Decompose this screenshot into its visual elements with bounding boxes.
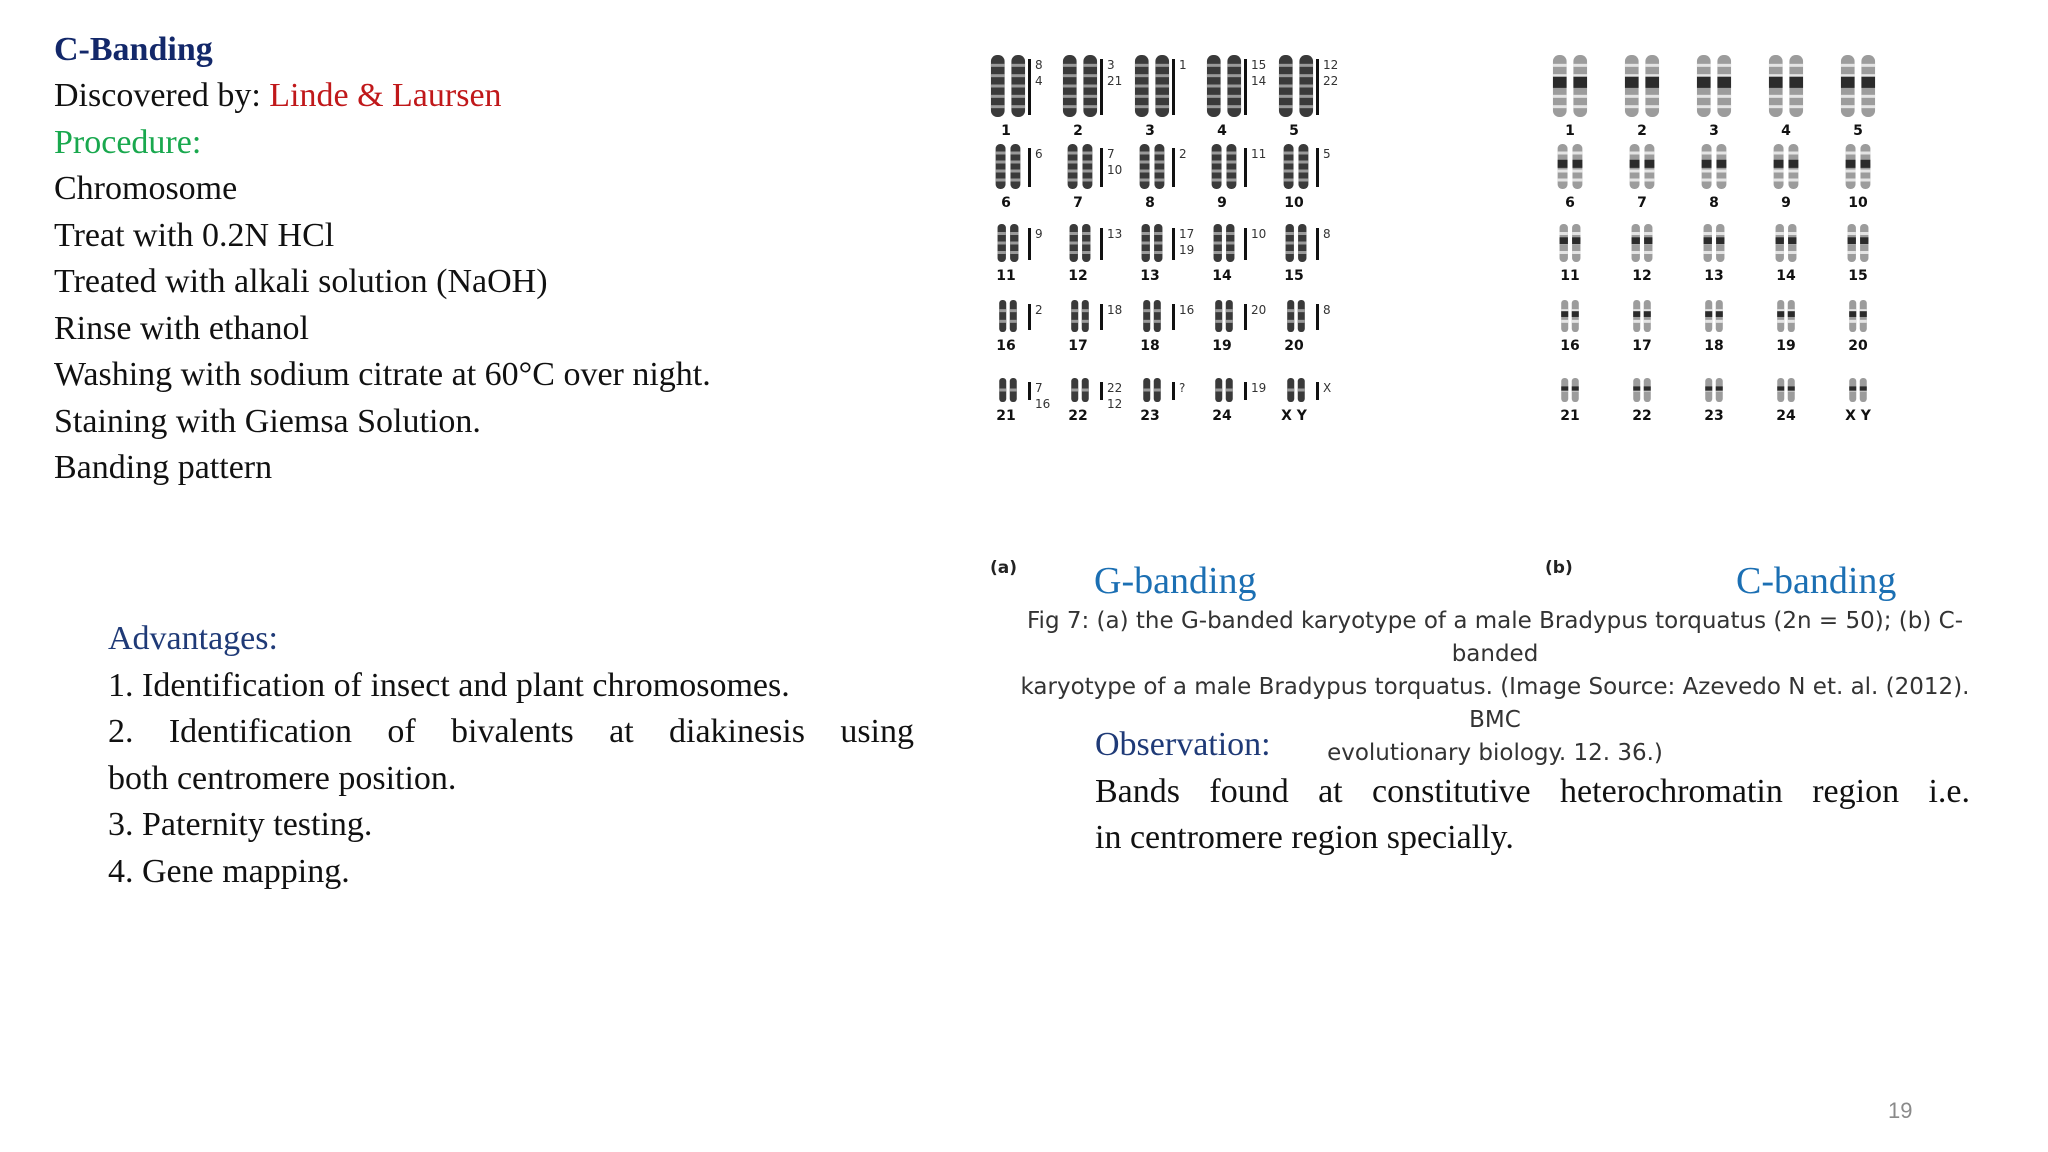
homology-bar xyxy=(1100,228,1103,260)
homology-bar xyxy=(1244,228,1247,260)
chromosome-number: 10 xyxy=(1848,195,1868,211)
chromosome-number: 24 xyxy=(1212,408,1232,424)
procedure-step: Staining with Giemsa Solution. xyxy=(54,402,481,440)
discovered-by-line xyxy=(54,73,711,120)
chromosome-pair xyxy=(1777,378,1795,402)
c-banding-label: C-banding xyxy=(1736,560,1897,602)
observation-heading: Observation: xyxy=(1095,726,1271,763)
chromosome-pair xyxy=(1215,300,1233,332)
chromosome-pair xyxy=(1279,55,1313,117)
chromosome-number: 16 xyxy=(1560,338,1580,354)
g-band-annotation: 19 xyxy=(1179,243,1195,257)
chromosome-pair xyxy=(1848,224,1869,262)
chromosome-number: 23 xyxy=(1704,408,1724,424)
chromosome-number: 15 xyxy=(1848,268,1868,284)
chromosome-pair xyxy=(1704,224,1725,262)
page-number: 19 xyxy=(1888,1098,1913,1123)
advantage-item: 4. Gene mapping. xyxy=(108,852,350,890)
chromosome-number: 24 xyxy=(1776,408,1796,424)
g-band-annotation: 7 xyxy=(1035,381,1043,395)
advantage-item-continuation: both centromere position. xyxy=(108,759,457,797)
chromosome-number: 18 xyxy=(1140,338,1160,354)
homology-bar xyxy=(1172,228,1175,260)
chromosome-number: 20 xyxy=(1284,338,1304,354)
homology-bar xyxy=(1244,59,1247,115)
chromosome-number: 14 xyxy=(1776,268,1796,284)
chromosome-number: 7 xyxy=(1073,195,1083,211)
chromosome-pair xyxy=(1071,378,1089,402)
g-band-annotation: 15 xyxy=(1251,58,1267,72)
chromosome-number: 9 xyxy=(1781,195,1791,211)
homology-bar xyxy=(1100,59,1103,115)
chromosome-pair xyxy=(1140,144,1165,189)
chromosome-number: 22 xyxy=(1632,408,1652,424)
chromosome-number: 8 xyxy=(1145,195,1155,211)
advantage-item: 1. Identification of insect and plant chromosomes. xyxy=(108,666,790,704)
advantage-item: 3. Paternity testing. xyxy=(108,806,373,843)
chromosome-number: 3 xyxy=(1145,123,1155,139)
chromosome-number: 5 xyxy=(1853,123,1863,139)
chromosome-number: X Y xyxy=(1281,408,1307,424)
g-band-annotation: 20 xyxy=(1251,303,1267,317)
g-band-annotation: 7 xyxy=(1107,147,1115,161)
chromosome-number: 13 xyxy=(1704,268,1724,284)
chromosome-number: 15 xyxy=(1284,268,1304,284)
chromosome-number: 12 xyxy=(1068,268,1088,284)
chromosome-number: 2 xyxy=(1637,123,1647,139)
chromosome-pair xyxy=(1846,144,1871,189)
chromosome-pair xyxy=(1207,55,1241,117)
chromosome-pair xyxy=(1215,378,1233,402)
g-band-annotation: 8 xyxy=(1323,303,1331,317)
procedure-step: Washing with sodium citrate at 60°C over night. xyxy=(54,356,711,393)
chromosome-pair xyxy=(1777,300,1795,332)
chromosome-number: 3 xyxy=(1709,123,1719,139)
panel-a-label: (a) xyxy=(990,558,1018,578)
observation-text: Bands found at constitutive heterochromatin region i.e. xyxy=(1095,772,1970,810)
observation-block xyxy=(1095,722,1970,862)
chromosome-pair xyxy=(1143,378,1161,402)
g-band-annotation: 5 xyxy=(1323,147,1331,161)
procedure-step: Treated with alkali solution (NaOH) xyxy=(54,263,548,300)
g-band-annotation: 8 xyxy=(1323,227,1331,241)
c-banded-karyotype-panel xyxy=(1553,55,1875,424)
chromosome-pair xyxy=(1143,300,1161,332)
chromosome-pair xyxy=(1558,144,1583,189)
chromosome-pair xyxy=(1769,55,1803,117)
advantage-item: 2. Identification of bivalents at diakinesis using xyxy=(108,713,914,750)
procedure-step: Chromosome xyxy=(54,170,238,207)
chromosome-number: 17 xyxy=(1632,338,1652,354)
chromosome-pair xyxy=(1212,144,1237,189)
homology-bar xyxy=(1028,304,1031,330)
homology-bar xyxy=(1100,148,1103,187)
chromosome-number: 11 xyxy=(996,268,1016,284)
advantages-block xyxy=(108,616,914,895)
chromosome-number: 22 xyxy=(1068,408,1088,424)
chromosome-number: 8 xyxy=(1709,195,1719,211)
chromosome-pair xyxy=(1841,55,1875,117)
g-banded-karyotype-panel xyxy=(991,55,1338,424)
chromosome-number: 17 xyxy=(1068,338,1088,354)
g-band-annotation: 10 xyxy=(1107,163,1123,177)
chromosome-number: 21 xyxy=(1560,408,1580,424)
g-band-annotation: 3 xyxy=(1107,58,1115,72)
g-band-annotation: 10 xyxy=(1251,227,1267,241)
chromosome-number: 13 xyxy=(1140,268,1160,284)
chromosome-pair xyxy=(1553,55,1587,117)
caption-line: karyotype of a male Bradypus torquatus. (Image Source: Azevedo N et. al. (2012). BMC xyxy=(1020,674,1970,733)
g-band-annotation: 18 xyxy=(1107,303,1123,317)
chromosome-number: 23 xyxy=(1140,408,1160,424)
chromosome-pair xyxy=(1849,300,1867,332)
chromosome-number: 4 xyxy=(1781,123,1791,139)
chromosome-pair xyxy=(1071,300,1089,332)
chromosome-pair xyxy=(1068,144,1093,189)
g-band-annotation: 12 xyxy=(1323,58,1339,72)
discovered-by-label: Discovered by: xyxy=(54,77,270,114)
g-band-annotation: 2 xyxy=(1179,147,1187,161)
chromosome-pair xyxy=(1776,224,1797,262)
homology-bar xyxy=(1316,304,1319,330)
chromosome-pair xyxy=(991,55,1025,117)
chromosome-pair xyxy=(1561,378,1579,402)
g-band-annotation: 8 xyxy=(1035,58,1043,72)
homology-bar xyxy=(1100,382,1103,400)
g-band-annotation: 13 xyxy=(1107,227,1123,241)
chromosome-pair xyxy=(1287,300,1305,332)
homology-bar xyxy=(1244,382,1247,400)
chromosome-number: 11 xyxy=(1560,268,1580,284)
slide-title: C-Banding xyxy=(54,31,213,68)
chromosome-number: 19 xyxy=(1212,338,1232,354)
karyotype-figure xyxy=(980,55,2010,585)
chromosome-number: X Y xyxy=(1845,408,1871,424)
homology-bar xyxy=(1172,382,1175,400)
chromosome-number: 7 xyxy=(1637,195,1647,211)
chromosome-number: 2 xyxy=(1073,123,1083,139)
homology-bar xyxy=(1244,304,1247,330)
homology-bar xyxy=(1028,148,1031,187)
chromosome-number: 9 xyxy=(1217,195,1227,211)
procedure-step: Banding pattern xyxy=(54,449,273,486)
chromosome-pair xyxy=(996,144,1021,189)
g-band-annotation: 9 xyxy=(1035,227,1043,241)
g-band-annotation: 12 xyxy=(1107,397,1123,411)
procedure-step: Rinse with ethanol xyxy=(54,309,309,347)
chromosome-pair xyxy=(1625,55,1659,117)
homology-bar xyxy=(1028,59,1031,115)
chromosome-pair xyxy=(1560,224,1581,262)
chromosome-pair xyxy=(1142,224,1163,262)
chromosome-pair xyxy=(1705,378,1723,402)
procedure-heading: Procedure: xyxy=(54,123,202,161)
g-band-annotation: 16 xyxy=(1035,397,1051,411)
g-band-annotation: 6 xyxy=(1035,147,1043,161)
homology-bar xyxy=(1316,382,1319,400)
chromosome-number: 6 xyxy=(1001,195,1011,211)
chromosome-number: 12 xyxy=(1632,268,1652,284)
chromosome-number: 18 xyxy=(1704,338,1724,354)
chromosome-number: 1 xyxy=(1565,123,1575,139)
chromosome-pair xyxy=(1070,224,1091,262)
chromosome-number: 16 xyxy=(996,338,1016,354)
chromosome-pair xyxy=(1705,300,1723,332)
chromosome-pair xyxy=(998,224,1019,262)
chromosome-pair xyxy=(999,378,1017,402)
homology-bar xyxy=(1244,148,1247,187)
homology-bar xyxy=(1028,382,1031,400)
chromosome-pair xyxy=(1214,224,1235,262)
g-band-annotation: 21 xyxy=(1107,74,1123,88)
chromosome-number: 10 xyxy=(1284,195,1304,211)
chromosome-number: 21 xyxy=(996,408,1016,424)
g-band-annotation: 17 xyxy=(1179,227,1195,241)
discoverer-names: Linde & Laursen xyxy=(269,77,502,114)
chromosome-number: 6 xyxy=(1565,195,1575,211)
panel-b-label: (b) xyxy=(1545,558,1573,578)
homology-bar xyxy=(1172,59,1175,115)
observation-text: in centromere region specially. xyxy=(1095,819,1514,856)
chromosome-number: 19 xyxy=(1776,338,1796,354)
homology-bar xyxy=(1172,304,1175,330)
homology-bar xyxy=(1316,228,1319,260)
chromosome-number: 20 xyxy=(1848,338,1868,354)
g-band-annotation: 11 xyxy=(1251,147,1267,161)
g-band-annotation: 2 xyxy=(1035,303,1043,317)
chromosome-number: 14 xyxy=(1212,268,1232,284)
chromosome-number: 1 xyxy=(1001,123,1011,139)
g-band-annotation: 22 xyxy=(1323,74,1339,88)
chromosome-pair xyxy=(1135,55,1169,117)
chromosome-pair xyxy=(1849,378,1867,402)
chromosome-number: 4 xyxy=(1217,123,1227,139)
g-band-annotation: 14 xyxy=(1251,74,1267,88)
chromosome-pair xyxy=(1063,55,1097,117)
caption-line: Fig 7: (a) the G-banded karyotype of a male Bradypus torquatus (2n = 50); (b) C-banded xyxy=(1027,608,1963,667)
caption-line: evolutionary biology. 12. 36.) xyxy=(1327,740,1663,766)
homology-bar xyxy=(1316,59,1319,115)
g-band-annotation: 16 xyxy=(1179,303,1195,317)
chromosome-pair xyxy=(1633,378,1651,402)
chromosome-pair xyxy=(1702,144,1727,189)
homology-bar xyxy=(1316,148,1319,187)
chromosome-pair xyxy=(1632,224,1653,262)
chromosome-pair xyxy=(1633,300,1651,332)
chromosome-pair xyxy=(1774,144,1799,189)
homology-bar xyxy=(1100,304,1103,330)
g-band-annotation: X xyxy=(1323,381,1332,395)
homology-bar xyxy=(1028,228,1031,260)
chromosome-pair xyxy=(1284,144,1309,189)
g-band-annotation: 19 xyxy=(1251,381,1267,395)
g-band-annotation: 1 xyxy=(1179,58,1187,72)
chromosome-pair xyxy=(1697,55,1731,117)
advantages-heading: Advantages: xyxy=(108,620,278,657)
chromosome-pair xyxy=(999,300,1017,332)
chromosome-pair xyxy=(1561,300,1579,332)
chromosome-number: 5 xyxy=(1289,123,1299,139)
g-band-annotation: 22 xyxy=(1107,381,1123,395)
procedure-step: Treat with 0.2N HCl xyxy=(54,216,335,254)
homology-bar xyxy=(1172,148,1175,187)
g-banding-label: G-banding xyxy=(1094,560,1257,602)
chromosome-pair xyxy=(1630,144,1655,189)
g-band-annotation: ? xyxy=(1179,381,1186,395)
chromosome-pair xyxy=(1286,224,1307,262)
chromosome-pair xyxy=(1287,378,1305,402)
procedure-block xyxy=(54,73,711,492)
g-band-annotation: 4 xyxy=(1035,74,1043,88)
